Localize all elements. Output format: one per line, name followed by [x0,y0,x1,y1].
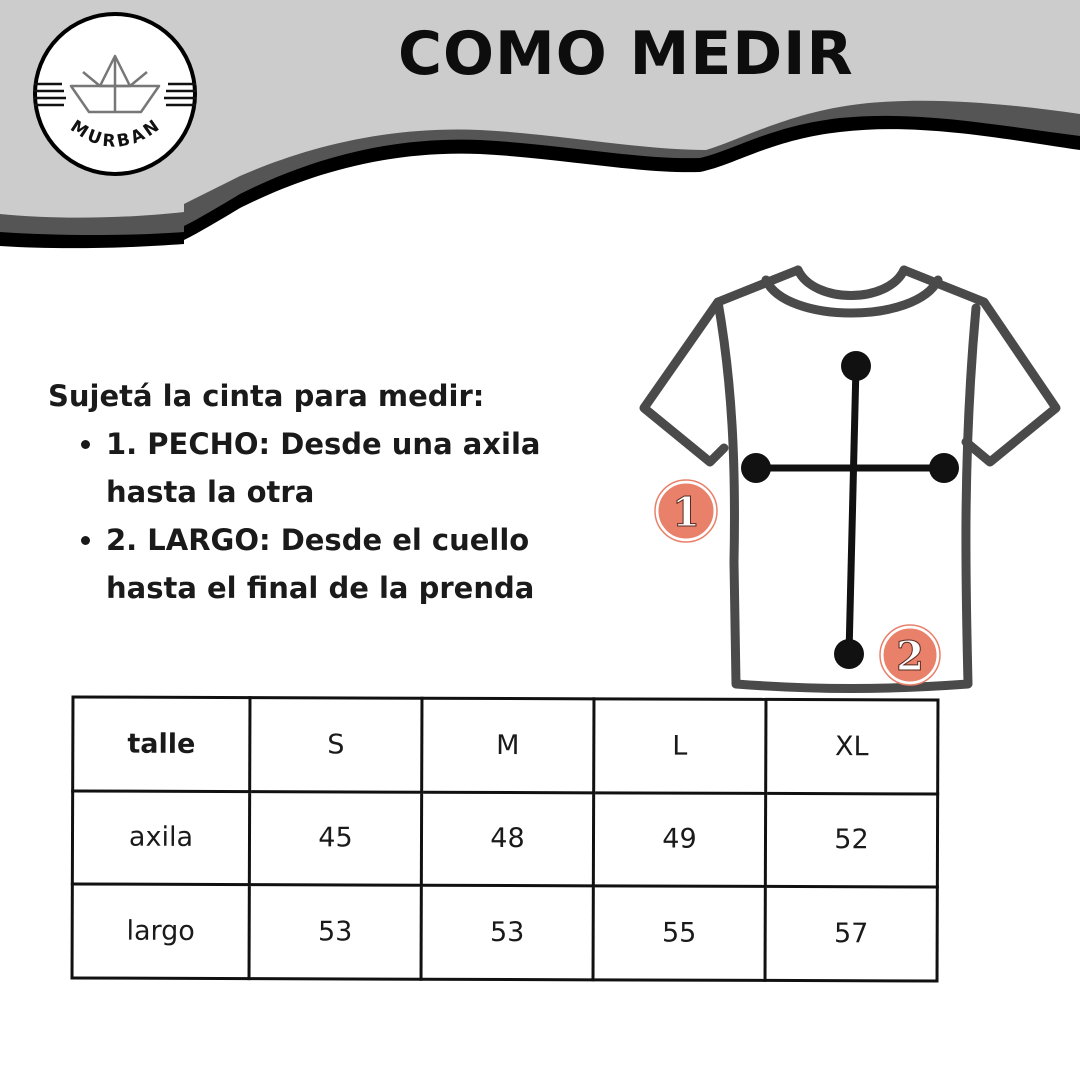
instruction-item-length: • 2. LARGO: Desde el cuello hasta el final de la prenda [106,516,608,612]
logo-text: MURBAN [66,114,166,152]
table-cell: 52 [765,793,937,887]
marker-1-label: 1 [672,489,700,536]
table-row-label: axila [72,791,249,885]
table-header-cell: talle [73,697,250,791]
measurement-lines [741,351,959,669]
table-row [72,884,937,981]
instruction-item-chest: • 1. PECHO: Desde una axila hasta la otra [106,420,608,516]
measure-point-right-armpit [929,453,959,483]
table-cell: 57 [765,887,937,981]
measure-point-left-armpit [741,453,771,483]
murban-logo [28,10,203,180]
table-cell: 53 [249,885,421,979]
table-header-cell: XL [766,699,938,793]
instructions-intro: Sujetá la cinta para medir: [48,379,485,413]
marker-1-badge [655,480,717,542]
table-cell: 49 [593,792,765,886]
table-header-row [73,697,938,794]
table-cell: 55 [593,886,765,980]
instructions-list [48,420,608,612]
table-row [72,791,937,888]
table-row-label: largo [72,884,249,978]
table-cell: 48 [421,792,593,886]
marker-2-badge [880,625,940,685]
measure-point-neck [841,351,871,381]
table-cell: 45 [249,791,421,885]
table-cell: 53 [421,886,593,980]
measure-point-hem [834,639,864,669]
table-header-cell: S [250,698,422,792]
table-header-cell: M [422,698,594,792]
page-title: COMO MEDIR [398,19,854,89]
t-shirt-diagram [636,262,1066,696]
measure-instructions [48,372,608,612]
table-header-cell: L [594,699,766,793]
size-table [71,695,940,982]
marker-2-label: 2 [896,633,924,680]
